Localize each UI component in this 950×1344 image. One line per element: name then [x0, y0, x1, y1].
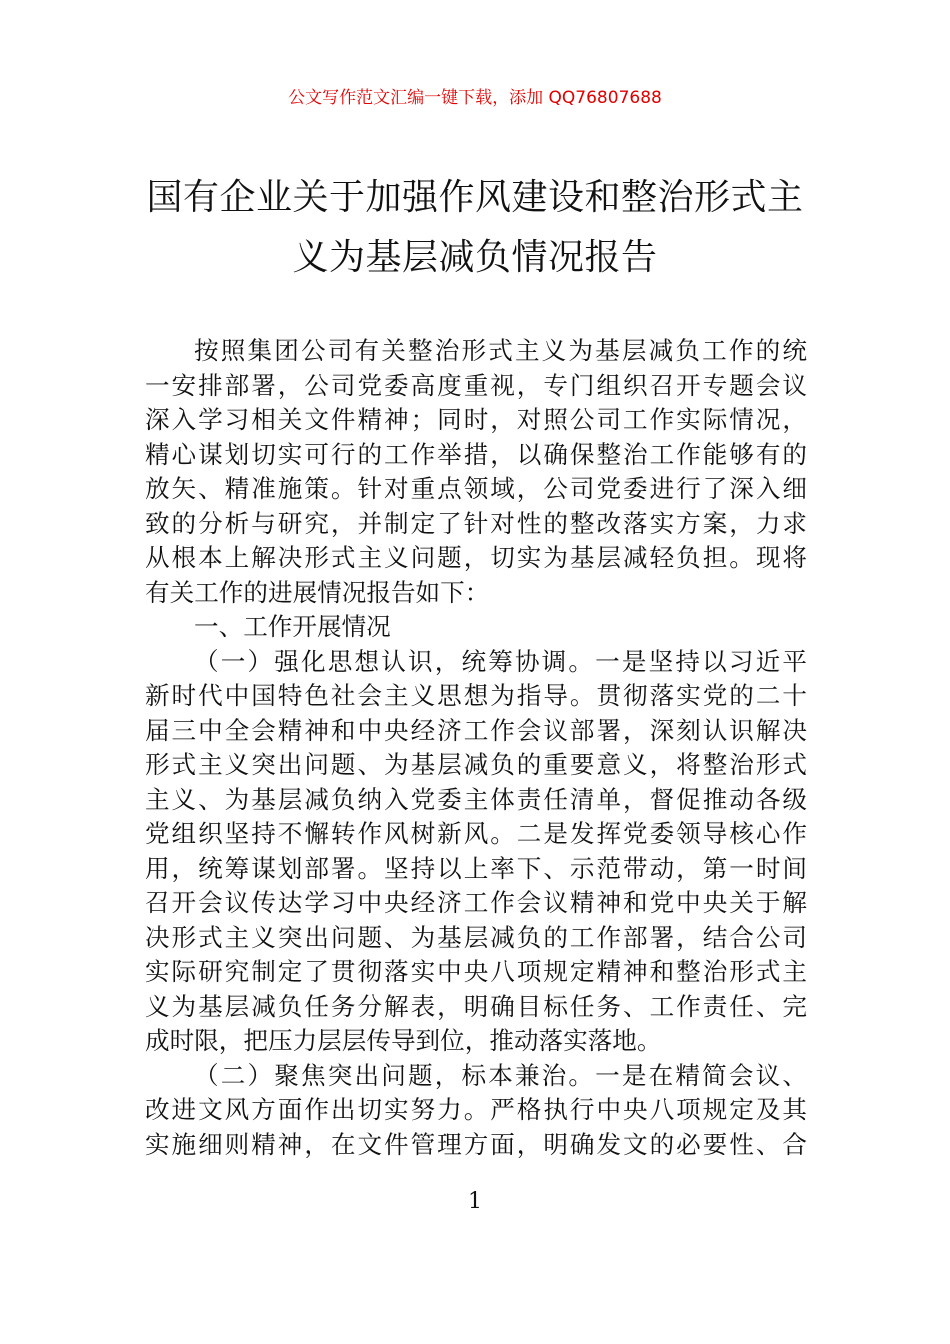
body-line: 主义、为基层减负纳入党委主体责任清单，督促推动各级: [145, 784, 807, 814]
body-line: 精心谋划切实可行的工作举措，以确保整治工作能够有的: [145, 439, 807, 469]
body-line: 有关工作的进展情况报告如下：: [145, 577, 490, 607]
body-line: 一、工作开展情况: [194, 612, 391, 641]
body-line: 义为基层减负任务分解表，明确目标任务、工作责任、完: [145, 991, 807, 1021]
body-line: （二）聚焦突出问题，标本兼治。一是在精简会议、: [194, 1060, 807, 1090]
body-line: 党组织坚持不懈转作风树新风。二是发挥党委领导核心作: [145, 819, 807, 848]
body-line: 实施细则精神，在文件管理方面，明确发文的必要性、合: [145, 1129, 807, 1159]
body-line: 届三中全会精神和中央经济工作会议部署，深刻认识解决: [145, 715, 807, 745]
body-text: [145, 334, 807, 1162]
body-line: 用，统筹谋划部署。坚持以上率下、示范带动，第一时间: [145, 853, 807, 883]
title-line-2: 义为基层减负情况报告: [292, 237, 658, 278]
body-line: 形式主义突出问题、为基层减负的重要意义，将整治形式: [145, 750, 807, 779]
body-line: 按照集团公司有关整治形式主义为基层减负工作的统: [194, 336, 807, 365]
body-line: 成时限，把压力层层传导到位，推动落实落地。: [145, 1026, 662, 1055]
body-line: 放矢、精准施策。针对重点领域，公司党委进行了深入细: [145, 474, 807, 503]
body-line: 致的分析与研究，并制定了针对性的整改落实方案，力求: [145, 508, 807, 538]
body-line: 决形式主义突出问题、为基层减负的工作部署，结合公司: [145, 922, 807, 952]
body-line: 从根本上解决形式主义问题，切实为基层减轻负担。现将: [145, 543, 807, 572]
body-line: 新时代中国特色社会主义思想为指导。贯彻落实党的二十: [145, 681, 807, 710]
body-line: 深入学习相关文件精神；同时，对照公司工作实际情况，: [145, 405, 807, 434]
body-line: （一）强化思想认识，统筹协调。一是坚持以习近平: [194, 646, 807, 676]
download-note: 公文写作范文汇编一键下载，添加 QQ76807688: [288, 88, 662, 108]
body-line: 实际研究制定了贯彻落实中央八项规定精神和整治形式主: [145, 957, 807, 986]
body-line: 召开会议传达学习中央经济工作会议精神和党中央关于解: [145, 888, 807, 917]
body-line: 改进文风方面作出切实努力。严格执行中央八项规定及其: [145, 1095, 807, 1124]
document-title: [145, 168, 805, 288]
body-line: 一安排部署，公司党委高度重视，专门组织召开专题会议: [145, 370, 807, 400]
title-line-1: 国有企业关于加强作风建设和整治形式主: [146, 177, 804, 218]
page-number: 1: [468, 1189, 482, 1214]
